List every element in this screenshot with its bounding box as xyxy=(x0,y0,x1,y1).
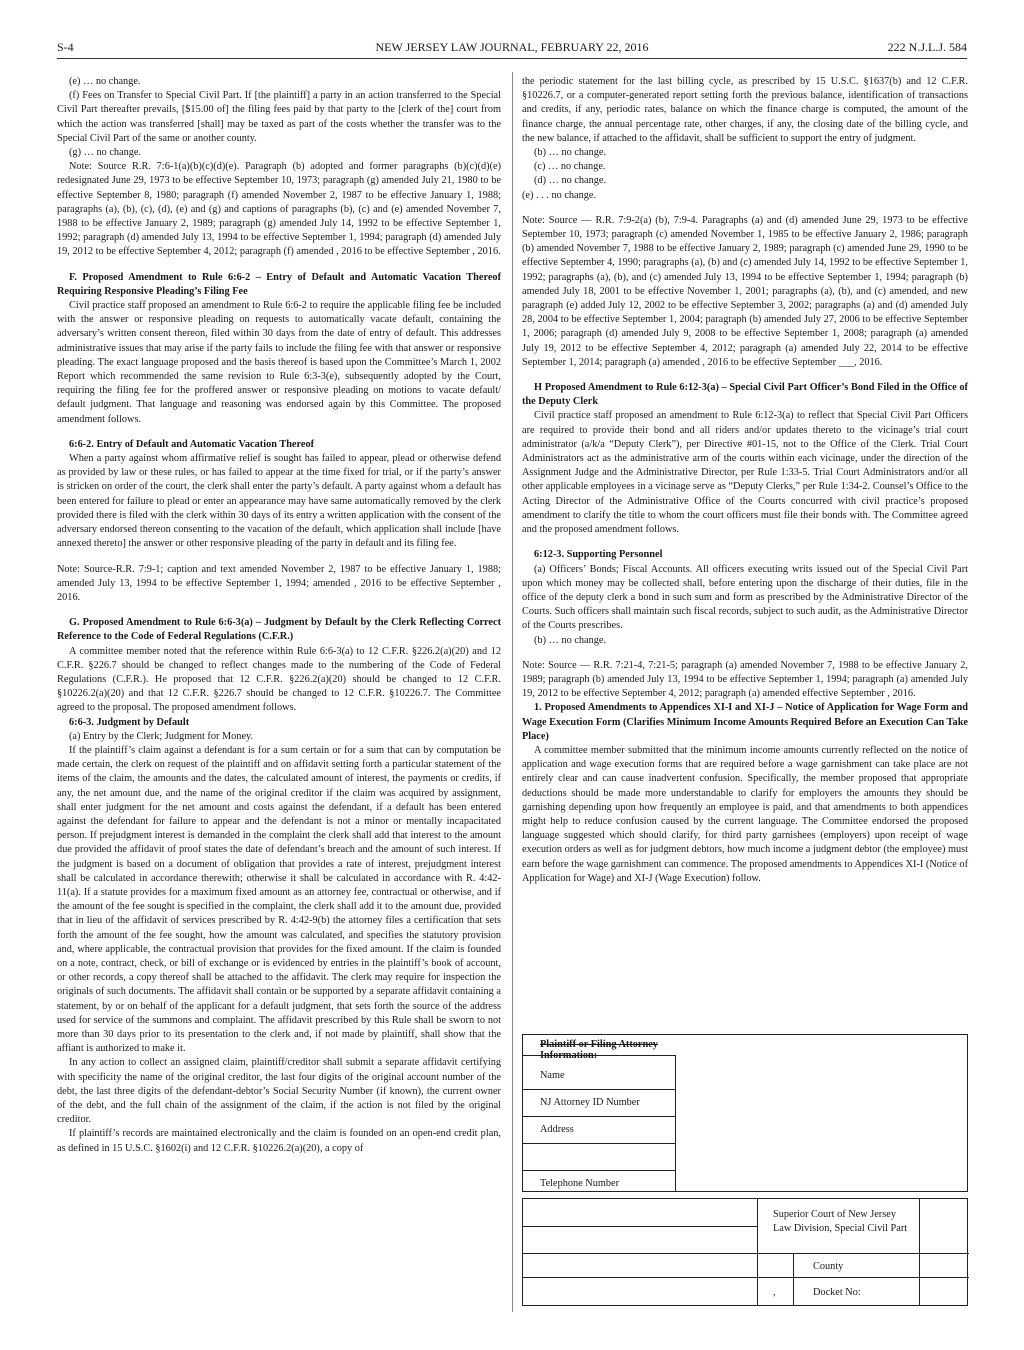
court-info-form xyxy=(522,1198,968,1306)
paragraph-b: (b) … no change. xyxy=(534,147,607,159)
rule-663-note: Note: Source — R.R. 7:9-2(a) (b), 7:9-4. Paragraphs (a) and (d) amended June 29, 1973 to be effective September 10, 1973; paragraph (c) amended November 1, 1985 to be effective January 2, 1986; paragraph (b) amended November 7, 1988 to be effective January 2, 1989; paragraph (c) amended June 29, 1990 to be effective September 4, 1990; paragraphs (a), (b) and (c) amended July 14, 1992 to be effective September 1, 1992; paragraphs (a), (b), and (c) amended July 13, 1994 to be effective September 1, 1994; paragraph (b) amended July 18, 2001 to be effective November 1, 2001; paragraphs (a), (b), and (c) amended, and new paragraph (e) added July 12, 2002 to be effective September 3, 2002; paragraphs (a) and (d) amended July 28, 2004 to be effective September 1, 2004; paragraph (b) amended July 27, 2006 to be effective September 1, 2006; paragraph (d) amended July 9, 2008 to be effective September 1, 2008; paragraph (a) amended July 19, 2012 to be effective September 4, 2012; paragraph (a) amended July 22, 2014 to be effective September 1, 2014; paragraph (a) amended , 2016 to be effective September ___, 2016. xyxy=(522,214,968,368)
page-number: S-4 xyxy=(57,40,74,54)
continuation-paragraph: the periodic statement for the last billing cycle, as prescribed by 15 U.S.C. §1637(b) and 12 C.F.R. §10226.7, or a computer-generated report setting forth the previous balance, identification of transactions and credits, if any, periodic rates, balance on which the finance charge is computed, the amount of the finance charge, the annual percentage rate, other charges, if any, the closing date of the billing cycle, and the new balance, if attached to the affidavit, shall be sufficient to support the entry of judgment. xyxy=(522,76,968,144)
form-hline-3 xyxy=(523,1277,969,1278)
paragraph-g: (g) … no change. xyxy=(69,147,142,159)
section-g-heading: G. Proposed Amendment to Rule 6:6-3(a) – Judgment by Default by the Clerk Reflecting Correct Reference to the Code of Federal Regulations (C.F.R.) xyxy=(57,617,501,643)
column-divider xyxy=(512,72,513,1312)
section-g-body: A committee member noted that the reference within Rule 6:6-3(a) to 12 C.F.R. §226.2(a)(20) and 12 C.F.R. §226.7 should be changed to reflect changes made to the numbering of the Code of Federal Regulations (C.F.R.). He proposed that 12 C.F.R. §226.2(a)(20) should be changed to 12 C.F.R. §10226.2(a)(20) and that 12 C.F.R. §226.7 should be changed to 12 C.F.R. §10226.7. The Committee agreed to the proposal. The proposed amendment follows. xyxy=(57,645,501,714)
rule-6123-heading: 6:12-3. Supporting Personnel xyxy=(534,549,663,561)
form-vline-3 xyxy=(793,1253,794,1305)
form-vline-2 xyxy=(919,1199,920,1305)
address-row-2 xyxy=(523,1143,675,1171)
court-name-line-1: Superior Court of New Jersey xyxy=(773,1209,896,1220)
rule-663-body-2: In any action to collect an assigned claim, plaintiff/creditor shall submit a separate affidavit certifying with specificity the name of the original creditor, the last four digits of the original account number of the debt, the last three digits of the defendant-debtor’s Social Security Number (if known), the current owner of the debt, and the full chain of the assignment of the claim, if the action is not filed by the original creditor. xyxy=(57,1057,501,1126)
citation: 222 N.J.L.J. 584 xyxy=(887,40,967,54)
section-h-heading: H Proposed Amendment to Rule 6:12-3(a) – Special Civil Part Officer’s Bond Filed in the Office of the Deputy Clerk xyxy=(522,382,968,408)
county-label: County xyxy=(813,1261,844,1272)
form-hline-4 xyxy=(757,1253,969,1254)
form-title: Plaintiff or Filing Attorney Information: xyxy=(540,1039,658,1061)
paragraph-d: (d) … no change. xyxy=(534,175,607,187)
section-i-body: A committee member submitted that the minimum income amounts currently reflected on the notice of application and wage execution forms that are required before a wage garnishment can take place are not entirely clear and can cause inadvertent confusion. Specifically, the member proposed that appropriate deductions should be made more understandable to clarify for employers the amounts they should be garnishing depending upon how frequently an employee is paid, and that amendments to both appendices might help to reduce confusion caused by the current language. The Committee endorsed the proposed language suggested which should clarify, for third party garnishees (employers) upon receipt of wage execution orders as well as for judgment debtors, how much income a judgment debtor (the employee) must earn before the wage garnishment can commence. The proposed amendments to Appendices XI-I (Notice of Application for Wage) and XI-J (Wage Execution) follow. xyxy=(522,744,968,884)
telephone-label: Telephone Number xyxy=(540,1178,620,1189)
source-note: Note: Source R.R. 7:6-1(a)(b)(c)(d)(e). Paragraph (b) adopted and former paragraphs (b)(c)(d)(e) redesignated June 29, 1973 to be effective September 10, 1973; paragraph (g) amended July 21, 1980 to be effective September 8, 1980; paragraph (f) amended November 2, 1987 to be effective January 1, 1988; paragraphs (a), (b), (c), (d), (e) and (g) and captions of paragraphs (b), (c) and (e) amended November 7, 1988 to be effective January 2, 1989; paragraph (g) amended July 14, 1992 to be effective September 1, 1992; paragraph (d) amended July 13, 1994 to be effective September 1, 1994; paragraph (d) amended July 19, 2012 to be effective September 4, 2012; paragraph (f) amended , 2016 to be effective September , 2016. xyxy=(57,161,501,258)
right-column xyxy=(522,75,968,886)
rule-663-heading: 6:6-3. Judgment by Default xyxy=(69,716,190,728)
section-f-heading: F. Proposed Amendment to Rule 6:6-2 – Entry of Default and Automatic Vacation Thereof Requiring Responsive Pleading’s Filing Fee xyxy=(57,271,501,297)
court-name-line-2: Law Division, Special Civil Part xyxy=(773,1223,908,1234)
rule-663-body-3: If plaintiff’s records are maintained electronically and the claim is founded on an open-end credit plan, as defined in 15 U.S.C. §1602(i) and 12 C.F.R. §10226.2(a)(20), a copy of xyxy=(57,1128,501,1154)
form-vline-1 xyxy=(757,1199,758,1305)
rule-662-heading: 6:6-2. Entry of Default and Automatic Vacation Thereof xyxy=(69,438,315,450)
telephone-row xyxy=(523,1170,675,1197)
section-f-body: Civil practice staff proposed an amendment to Rule 6:6-2 to require the applicable filing fee be included with the answer or responsive pleading on requests to automatically vacate default, containing the adversary’s written consent thereon, filed within 30 days from the date of entry of default. This addresses administrative issues that may arise if the party fails to include the filing fee with that answer or responsive pleading. The exact language proposed and the basis thereof is based upon the Committee’s March 1, 2002 Report which recommended the same revision to Rule 6:3-3(e), subsequently adopted by the Court, requiring the filing fee for the proffered answer or responsive pleading on motions to vacate default/ default judgment. That language and reasoning was endorsed again by this Committee. The proposed amendment follows. xyxy=(57,300,501,425)
address-label: Address xyxy=(540,1124,574,1135)
attorney-id-label: NJ Attorney ID Number xyxy=(540,1097,640,1108)
paragraph-f: (f) Fees on Transfer to Special Civil Part. If [the plaintiff] a party in an action transferred to the Special Civil Part thereafter prevails, [$15.00 of] the filing fees paid by that party to the [clerk of the] court from which the action was transferred [shall] may be taxed as part of the costs whether the transfer was to the Special Civil Part of the same or another county. xyxy=(57,90,501,144)
section-h-body: Civil practice staff proposed an amendment to Rule 6:12-3(a) to reflect that Special Civil Part Officers are required to provide their bond and all riders and/or updates thereto to the vicinage’s trial court administrator (a/k/a “Deputy Clerk”), per Directive #01-15, not to the Office of the Clerk. Trial Court Administrators act as the administrative arm of the courts within each vicinage, under the direction of the Assignment Judge and the Administrative Director, per Rule 1:33-5. Trial Court Administrators and/or all other applicable employees in a vicinage serve as “Deputy Clerks,” per Rule 1:34-2. Counsel’s Office to the Acting Director of the Administrative Office of the Courts concurred with civil practice’s proposed amendment to clarify the title to whom the court officers must file their bonds with. The Committee agreed and the proposed amendment follows. xyxy=(522,410,968,536)
address-row xyxy=(523,1116,675,1144)
left-column xyxy=(57,75,501,1156)
paragraph-e: (e) … no change. xyxy=(69,76,141,87)
section-i-heading: 1. Proposed Amendments to Appendices XI-I and XI-J – Notice of Application for Wage Form and Wage Execution Form (Clarifies Minimum Income Amounts Required Before an Execution Can Take Place) xyxy=(522,702,968,742)
page-header xyxy=(57,36,967,59)
rule-662-note: Note: Source-R.R. 7:9-1; caption and text amended November 2, 1987 to be effective January 1, 1988; amended July 13, 1994 to be effective September 1, 1994; amended , 2016 to be effective September , 2016. xyxy=(57,563,501,603)
rule-662-body: When a party against whom affirmative relief is sought has failed to appear, plead or otherwise defend as provided by law or these rules, or has failed to appear at the time fixed for trial, or if the party’s answer is stricken on order of the court, the clerk shall enter the party’s default. A party against whom a default has been entered for failure to plead or enter an appearance may have same automatically removed by the clerk provided there is filed with the clerk within 30 days of its entry a written application with the consent of the adversary endorsed thereon consenting to the vacation of the default, which application shall include [have annexed thereto] the answer or other responsive pleading of the party in default and its filing fee. xyxy=(57,453,501,550)
docket-label: Docket No: xyxy=(813,1287,861,1298)
comma-mark: , xyxy=(773,1287,776,1298)
form-hline-2 xyxy=(523,1253,757,1254)
form-title-row xyxy=(523,1035,675,1061)
form-hline-1 xyxy=(523,1226,757,1227)
paragraph-c: (c) … no change. xyxy=(534,161,606,173)
name-row xyxy=(523,1062,675,1090)
journal-title: NEW JERSEY LAW JOURNAL, FEBRUARY 22, 2016 xyxy=(375,40,649,54)
rule-6123-b: (b) … no change. xyxy=(534,634,607,646)
rule-663-body-1: If the plaintiff’s claim against a defendant is for a sum certain or for a sum that can by computation be made certain, the clerk on request of the plaintiff and on affidavit setting forth a particular statement of the items of the claim, the amounts and the dates, the calculated amount of interest, the payments or credits, if any, the net amount due, and the name of the original creditor if the claim was acquired by assignment, shall enter judgment for the net amount and costs against the defendant, if a default has been entered against the defendant for failure to appear and the defendant is not a minor or mentally incapacitated person. If prejudgment interest is demanded in the complaint the clerk shall add that interest to the amount due provided the affidavit of proof states the date of defendant’s breach and the amount of such interest. If the judgment is based on a document of obligation that provides a rate of interest, prejudgment interest shall be calculated in accordance therewith; otherwise it shall be calculated in accordance with R. 4:42-11(a). If a statute provides for a maximum fixed amount as an attorney fee, contractual or otherwise, and if the amount of the fee sought is specified in the complaint, the clerk shall add it to the amount due, provided that in lieu of the affidavit of services prescribed by R. 4:42-9(b) the attorney files a certification that sets forth the amount of the fee sought, how the amount was calculated, and specifies the statutory provision and, where applicable, the contractual provision that provides for the fixed amount. If the claim is founded on a note, contract, check, or bill of exchange or is evidenced by entries in the plaintiff’s book of account, or other records, a copy thereof shall be attached to the affidavit. The clerk may require for inspection the originals of such documents. The affidavit shall contain or be supported by a separate affidavit containing a statement, by or on behalf of the applicant for a default judgment, that sets forth the source of the address used for service of the summons and complaint. The affidavit prescribed by this Rule shall be sworn to not more than 30 days prior to its presentation to the clerk and, if not made by plaintiff, shall show that the affiant is authorized to make it. xyxy=(57,744,501,1055)
name-label: Name xyxy=(540,1070,565,1081)
rule-6123-a: (a) Officers’ Bonds; Fiscal Accounts. All officers executing writs issued out of the Special Civil Part upon which money may be collected shall, before entering upon the discharge of their duties, file in the office of the deputy clerk a bond in such sum and form as prescribed by the Administrative Director of the Courts. Such officers shall maintain such fiscal records, subject to such audit, as the Administrative Director of the Courts prescribes. xyxy=(522,563,968,632)
rule-6123-note: Note: Source — R.R. 7:21-4, 7:21-5; paragraph (a) amended November 7, 1988 to be effective January 2, 1989; paragraph (b) amended July 13, 1994 to be effective September 1, 1994; paragraph (a) amended July 19, 2012 to be effective September 4, 2012; paragraph (a) amended effective September , 2016. xyxy=(522,659,968,700)
plaintiff-info-form xyxy=(522,1034,968,1192)
attorney-id-row xyxy=(523,1089,675,1117)
paragraph-e-2: (e) . . . no change. xyxy=(522,189,597,201)
rule-663-a: (a) Entry by the Clerk; Judgment for Money. xyxy=(69,730,254,742)
